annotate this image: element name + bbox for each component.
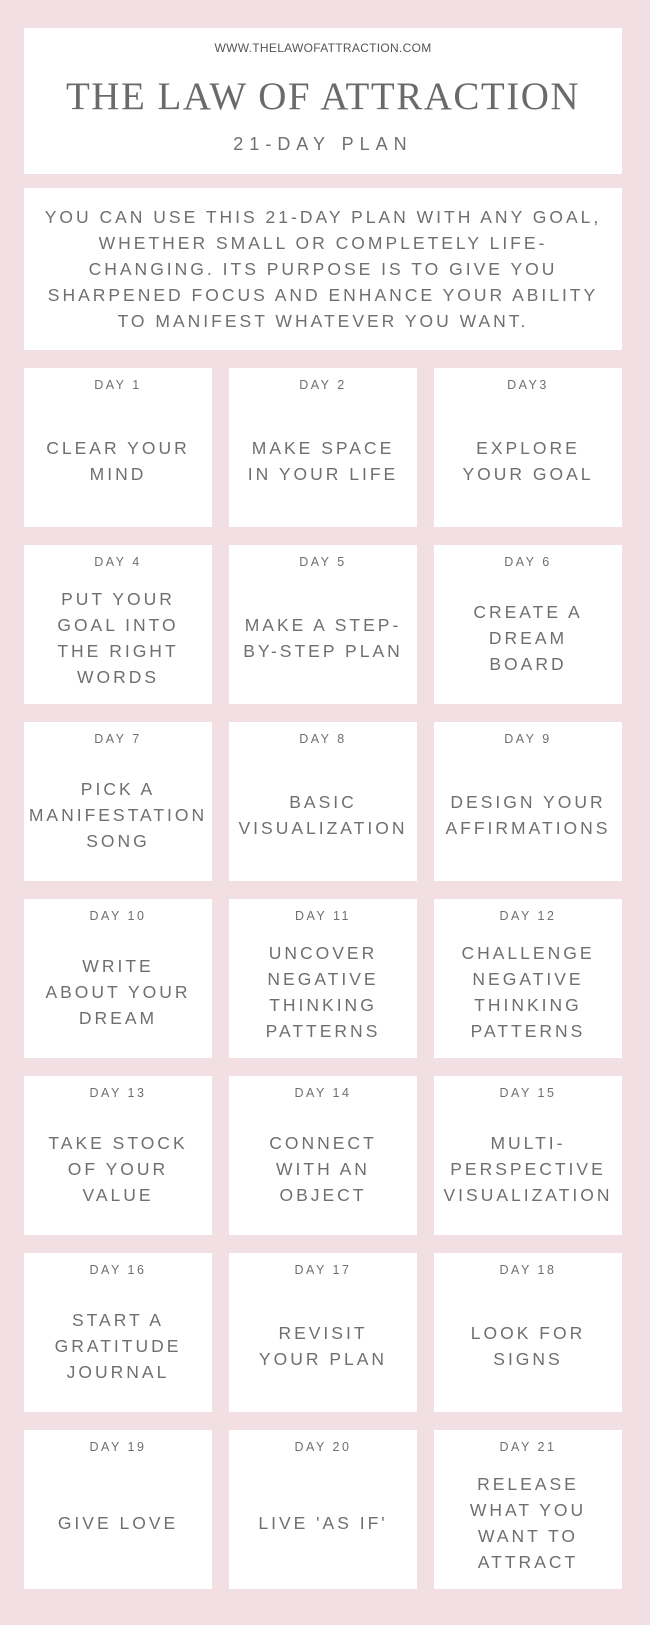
day-task: UNCOVER NEGATIVE THINKING PATTERNS	[265, 942, 381, 1041]
day-label: DAY 2	[299, 378, 347, 392]
day-card	[229, 368, 417, 527]
day-card	[229, 545, 417, 704]
day-label: DAY 15	[499, 1086, 557, 1100]
day-card	[24, 368, 212, 527]
day-task: WRITE ABOUT YOUR DREAM	[45, 955, 191, 1028]
page-title: THE LAW OF ATTRACTION	[65, 75, 581, 118]
day-card	[24, 1253, 212, 1412]
day-task: START A GRATITUDE JOURNAL	[54, 1309, 182, 1382]
day-label: DAY 9	[504, 732, 552, 746]
page-subtitle: 21-DAY PLAN	[233, 134, 413, 154]
day-card	[229, 1253, 417, 1412]
day-card	[229, 722, 417, 881]
day-task: REVISIT YOUR PLAN	[258, 1322, 388, 1369]
day-card	[434, 1430, 622, 1589]
day-task: MAKE SPACE IN YOUR LIFE	[247, 437, 399, 484]
day-card	[24, 899, 212, 1058]
day-grid	[24, 368, 622, 1589]
day-task: CONNECT WITH AN OBJECT	[269, 1132, 377, 1205]
day-task: TAKE STOCK OF YOUR VALUE	[48, 1132, 188, 1205]
day-task: DESIGN YOUR AFFIRMATIONS	[445, 791, 611, 838]
day-task: RELEASE WHAT YOU WANT TO ATTRACT	[469, 1473, 587, 1572]
day-label: DAY 16	[89, 1263, 147, 1277]
day-label: DAY 6	[504, 555, 552, 569]
day-label: DAY 7	[94, 732, 142, 746]
day-task: MULTI- PERSPECTIVE VISUALIZATION	[443, 1132, 613, 1205]
day-card	[24, 1430, 212, 1589]
day-label: DAY 12	[499, 909, 557, 923]
day-label: DAY 5	[299, 555, 347, 569]
intro-card	[24, 188, 622, 350]
day-label: DAY 4	[94, 555, 142, 569]
day-card	[229, 1430, 417, 1589]
day-task: GIVE LOVE	[57, 1512, 179, 1533]
day-card	[24, 545, 212, 704]
day-label: DAY 18	[499, 1263, 557, 1277]
day-card	[434, 545, 622, 704]
day-task: MAKE A STEP- BY-STEP PLAN	[243, 614, 403, 661]
day-card	[434, 1253, 622, 1412]
day-label: DAY 1	[94, 378, 142, 392]
intro-text: YOU CAN USE THIS 21-DAY PLAN WITH ANY GOAL, WHETHER SMALL OR COMPLETELY LIFE-CHANGING. ITS PURPOSE IS TO GIVE YOU SHARPENED FOCUS AND ENHANCE YOUR ABILITY TO MANIFEST WHATEVER YOU WANT.	[44, 207, 602, 331]
day-task: LOOK FOR SIGNS	[470, 1322, 586, 1369]
day-task: LIVE 'AS IF'	[258, 1512, 388, 1533]
day-card	[229, 899, 417, 1058]
day-label: DAY 21	[499, 1440, 557, 1454]
day-label: DAY 8	[299, 732, 347, 746]
day-card	[434, 722, 622, 881]
day-label: DAY3	[507, 378, 549, 392]
day-label: DAY 11	[295, 909, 351, 923]
site-url[interactable]: WWW.THELAWOFATTRACTION.COM	[214, 41, 432, 55]
day-label: DAY 13	[89, 1086, 147, 1100]
day-label: DAY 19	[89, 1440, 147, 1454]
day-task: CLEAR YOUR MIND	[46, 437, 190, 484]
day-label: DAY 17	[294, 1263, 352, 1277]
day-card	[24, 722, 212, 881]
day-task: EXPLORE YOUR GOAL	[462, 437, 594, 484]
day-label: DAY 10	[89, 909, 147, 923]
day-label: DAY 14	[294, 1086, 352, 1100]
day-task: PICK A MANIFESTATION SONG	[28, 778, 208, 851]
day-task: CREATE A DREAM BOARD	[473, 601, 583, 674]
day-task: BASIC VISUALIZATION	[238, 791, 408, 838]
day-card	[434, 1076, 622, 1235]
day-card	[24, 1076, 212, 1235]
day-card	[229, 1076, 417, 1235]
day-label: DAY 20	[294, 1440, 352, 1454]
day-task: PUT YOUR GOAL INTO THE RIGHT WORDS	[57, 588, 179, 687]
day-card	[434, 368, 622, 527]
header-card	[24, 28, 622, 174]
day-card	[434, 899, 622, 1058]
day-task: CHALLENGE NEGATIVE THINKING PATTERNS	[461, 942, 595, 1041]
